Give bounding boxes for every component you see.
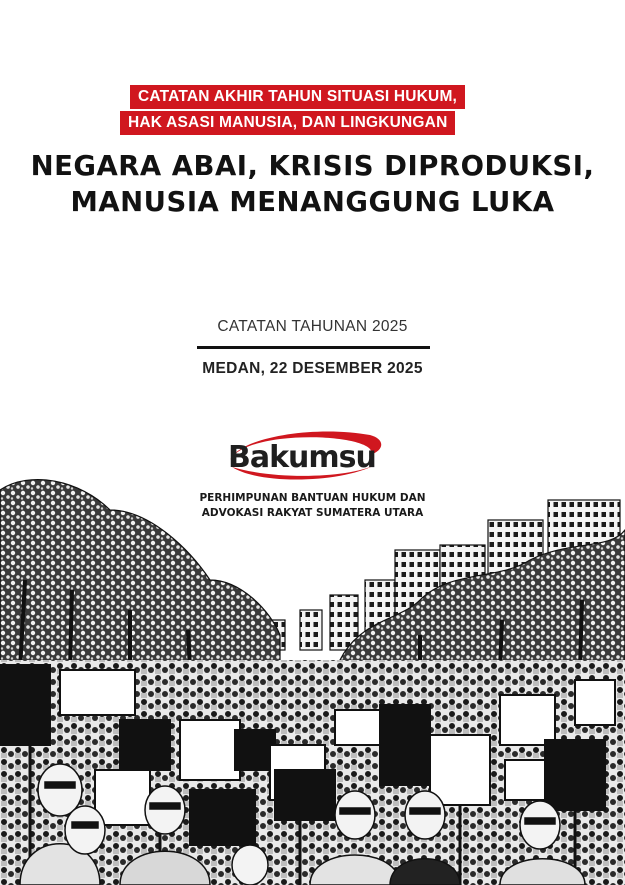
organization-name-line-1: PERHIMPUNAN BANTUAN HUKUM DAN: [199, 492, 426, 504]
report-subtitle: CATATAN TAHUNAN 2025: [217, 318, 408, 335]
divider-rule: [197, 346, 430, 349]
series-title-line-2: HAK ASASI MANUSIA, DAN LINGKUNGAN: [120, 111, 455, 135]
logo-wordmark: Bakumsu: [228, 440, 376, 475]
series-title-line-1: CATATAN AKHIR TAHUN SITUASI HUKUM,: [130, 85, 465, 109]
protest-crowd-illustration: [0, 470, 625, 885]
report-title-line-2: MANUSIA MENANGGUNG LUKA: [70, 186, 555, 218]
organization-name-line-2: ADVOKASI RAKYAT SUMATERA UTARA: [201, 507, 424, 519]
place-date: MEDAN, 22 DESEMBER 2025: [202, 360, 423, 377]
report-title-line-1: NEGARA ABAI, KRISIS DIPRODUKSI,: [30, 150, 595, 182]
